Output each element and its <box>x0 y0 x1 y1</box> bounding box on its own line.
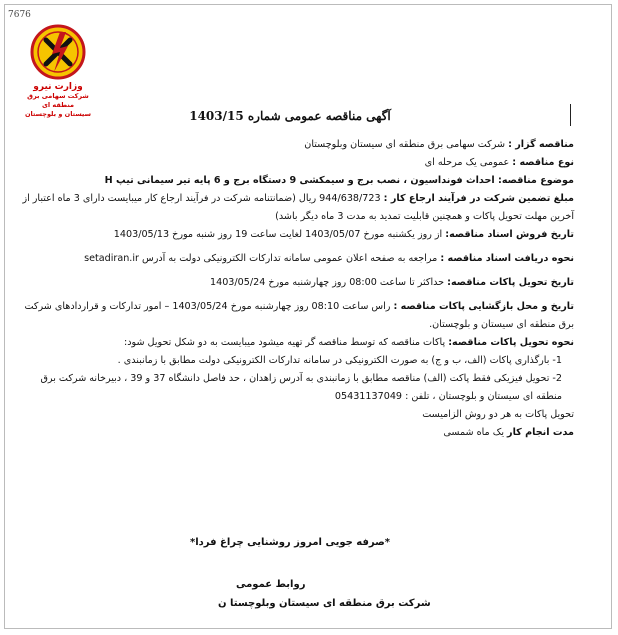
item-label: موضوع مناقصه: احداث فونداسیون ، نصب برج و سیمکشی 9 دستگاه برج و 6 پایه تیر سیمانی تیپ H <box>104 175 574 186</box>
logo-title: وزارت نیرو <box>33 82 83 92</box>
signature-public-relations: روابط عمومی <box>236 579 306 590</box>
item-sale-date <box>12 226 574 244</box>
item-value: پاکات مناقصه که توسط مناقصه گر تهیه میشود میبایست به دو شکل تحویل شود: <box>124 337 449 348</box>
item-guarantee <box>12 190 574 226</box>
notice-code: 7676 <box>8 10 31 20</box>
step-2: 2- تحویل فیزیکی فقط پاکت (الف) مناقصه مطابق با زمانبندی به آدرس زاهدان ، حد فاصل دانشگاه 37 و 39 ، دبیرخانه شرکت برق منطقه ای سیستان و بلوچستان ، تلفن : 05431137049 <box>40 373 562 402</box>
item-label: تاریخ و محل بازگشایی پاکات مناقصه : <box>393 301 574 312</box>
item-value: عمومی یک مرحله ای <box>424 157 513 168</box>
item-duration <box>12 424 574 442</box>
item-value: مراجعه به صفحه اعلان عمومی سامانه تدارکات الکترونیکی دولت به آدرس setadiran.ir <box>84 253 441 264</box>
step-1: 1- بارگذاری پاکات (الف، ب و ج) به صورت الکترونیکی در سامانه تدارکات الکترونیکی دولت مطابق با زمانبندی . <box>117 355 562 366</box>
item-value: یک ماه شمسی <box>443 427 508 438</box>
logo-subtitle-2: سیستان و بلوچستان <box>25 110 91 118</box>
item-value: راس ساعت 08:10 روز چهارشنبه مورخ 1403/05/24 – امور تدارکات و قراردادهای شرکت برق منطقه ای سیستان و بلوچستان. <box>24 301 574 330</box>
item-label: تاریخ فروش اسناد مناقصه: <box>445 229 574 240</box>
item-label: نوع مناقصه : <box>512 157 574 168</box>
item-label: مدت انجام کار <box>507 427 574 438</box>
item-label: نحوه دریافت اسناد مناقصه : <box>440 253 574 264</box>
item-opening <box>12 298 574 334</box>
signature-company: شرکت برق منطقه ای سیستان وبلوچستا ن <box>218 598 431 609</box>
item-value: حداکثر تا ساعت 08:00 روز چهارشنبه مورخ 1403/05/24 <box>210 277 448 288</box>
item-label: تاریخ تحویل پاکات مناقصه: <box>447 277 574 288</box>
item-tender-subject <box>12 172 574 190</box>
delivery-note: تحویل پاکات به هر دو روش الزامیست <box>422 409 574 420</box>
item-receive-documents <box>12 250 574 268</box>
item-value: 944/638/723 ریال (ضمانتنامه شرکت در فرآیند ارجاع کار میبایست دارای 3 ماه اعتبار از آخرین مهلت تحویل پاکات و همچنین قابلیت تمدید به مدت 3 ماه دیگر باشد) <box>22 193 574 222</box>
item-delivery-method <box>12 334 574 352</box>
notice-title: آگهی مناقصه عمومی شماره 1403/15 <box>189 109 391 123</box>
item-tender-organizer <box>12 136 574 154</box>
item-value: شرکت سهامی برق منطقه ای سیستان وبلوچستان <box>304 139 509 150</box>
item-delivery-date <box>12 274 574 292</box>
logo <box>16 24 100 119</box>
item-label: مناقصه گزار : <box>508 139 574 150</box>
logo-subtitle-1: شرکت سهامی برق منطقه ای <box>27 92 89 109</box>
item-label: مبلغ تضمین شرکت در فرآیند ارجاع کار : <box>383 193 574 204</box>
slogan: *صرفه جویی امروز روشنایی چراغ فردا* <box>189 537 391 548</box>
title-bar <box>570 104 571 126</box>
item-label: نحوه تحویل پاکات مناقصه: <box>448 337 574 348</box>
item-value: از روز یکشنبه مورخ 1403/05/07 لغایت ساعت 19 روز شنبه مورخ 1403/05/13 <box>113 229 446 240</box>
power-ministry-logo-icon <box>30 24 86 80</box>
notice-body <box>12 136 574 442</box>
item-tender-type <box>12 154 574 172</box>
